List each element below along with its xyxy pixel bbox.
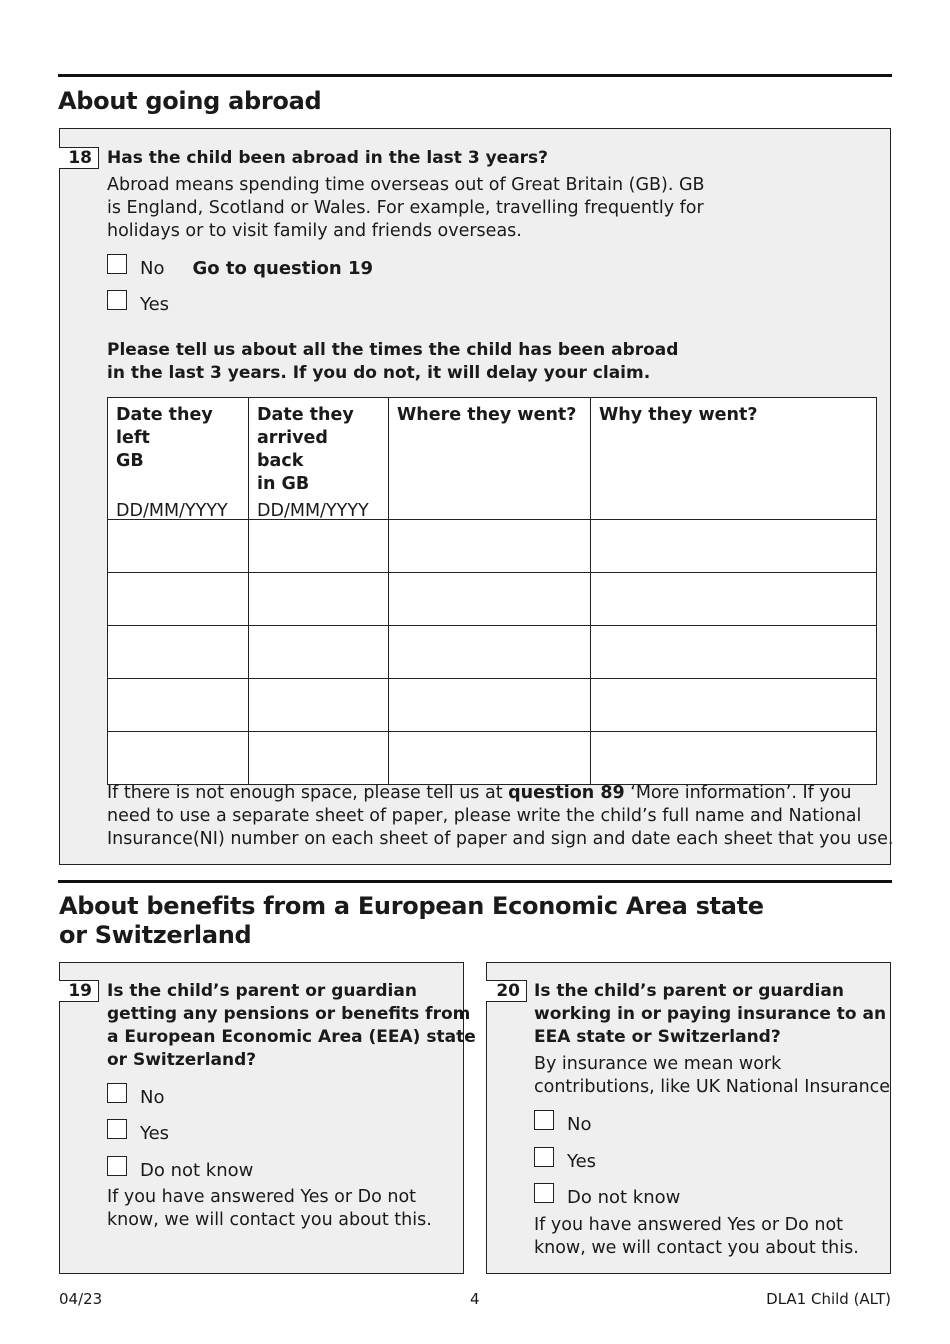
- column-header-date-left: Date they left GB DD/MM/YYYY: [108, 398, 249, 520]
- date-format-hint: DD/MM/YYYY: [116, 501, 228, 521]
- table-cell-date-back[interactable]: [249, 520, 389, 573]
- q18-yes-checkbox[interactable]: [107, 290, 127, 310]
- table-cell-where[interactable]: [389, 520, 591, 573]
- q19-no-label: No: [140, 1087, 165, 1108]
- section-rule-top: [58, 74, 892, 77]
- q19-do-not-know-checkbox[interactable]: [107, 1156, 127, 1176]
- q20-do-not-know-checkbox[interactable]: [534, 1183, 554, 1203]
- table-cell-where[interactable]: [389, 732, 591, 785]
- question-19-title-line: getting any pensions or benefits from: [107, 1004, 471, 1024]
- column-header-date-back: Date they arrived back in GB DD/MM/YYYY: [249, 398, 389, 520]
- q19-yes-checkbox[interactable]: [107, 1119, 127, 1139]
- question-18-help-line: Abroad means spending time overseas out of Great Britain (GB). GB: [107, 175, 705, 195]
- table-cell-why[interactable]: [591, 732, 877, 785]
- q19-do-not-know-label: Do not know: [140, 1160, 254, 1181]
- column-header-where: Where they went?: [389, 398, 591, 520]
- table-row: [108, 573, 877, 626]
- question-18-help-line: holidays or to visit family and friends overseas.: [107, 221, 522, 241]
- table-cell-why[interactable]: [591, 626, 877, 679]
- q20-note-line: know, we will contact you about this.: [534, 1238, 859, 1258]
- q18-no-checkbox[interactable]: [107, 254, 127, 274]
- table-cell-why[interactable]: [591, 679, 877, 732]
- question-19-title-line: Is the child’s parent or guardian: [107, 981, 417, 1001]
- q20-note-line: If you have answered Yes or Do not: [534, 1215, 844, 1235]
- question-18-title: Has the child been abroad in the last 3 years?: [107, 148, 549, 168]
- table-cell-date-back[interactable]: [249, 626, 389, 679]
- table-cell-date-left[interactable]: [108, 573, 249, 626]
- section-heading-abroad: About going abroad: [58, 87, 322, 115]
- table-row: [108, 732, 877, 785]
- question-19-title-line: a European Economic Area (EEA) state: [107, 1027, 476, 1047]
- question-18-number: 18: [59, 147, 99, 169]
- q20-option-no[interactable]: [534, 1110, 591, 1134]
- q18-instruction-line: in the last 3 years. If you do not, it will delay your claim.: [107, 363, 651, 383]
- q18-overflow-note-line: need to use a separate sheet of paper, please write the child’s full name and National: [107, 806, 862, 826]
- q20-no-checkbox[interactable]: [534, 1110, 554, 1130]
- q19-note-line: know, we will contact you about this.: [107, 1210, 432, 1230]
- table-row: [108, 679, 877, 732]
- q19-option-do-not-know[interactable]: [107, 1156, 253, 1180]
- column-header-why: Why they went?: [591, 398, 877, 520]
- table-cell-where[interactable]: [389, 679, 591, 732]
- q19-no-checkbox[interactable]: [107, 1083, 127, 1103]
- q18-option-yes[interactable]: [107, 290, 169, 314]
- table-cell-why[interactable]: [591, 573, 877, 626]
- footer-form-code: DLA1 Child (ALT): [766, 1290, 891, 1308]
- q20-do-not-know-label: Do not know: [567, 1187, 681, 1208]
- q20-yes-checkbox[interactable]: [534, 1147, 554, 1167]
- table-row: [108, 520, 877, 573]
- trips-abroad-table: [107, 397, 877, 785]
- footer-page-number: 4: [470, 1290, 480, 1308]
- table-cell-date-left[interactable]: [108, 732, 249, 785]
- table-cell-date-left[interactable]: [108, 679, 249, 732]
- table-cell-where[interactable]: [389, 573, 591, 626]
- q18-no-label: No: [140, 258, 165, 279]
- footer-date: 04/23: [59, 1290, 103, 1308]
- q20-help-line: contributions, like UK National Insurance: [534, 1077, 891, 1097]
- question-20-title-line: Is the child’s parent or guardian: [534, 981, 844, 1001]
- table-cell-date-left[interactable]: [108, 520, 249, 573]
- q20-no-label: No: [567, 1114, 592, 1135]
- question-20-title-line: working in or paying insurance to an: [534, 1004, 887, 1024]
- section-rule-eea: [58, 880, 892, 883]
- q19-option-no[interactable]: [107, 1083, 164, 1107]
- table-cell-date-back[interactable]: [249, 573, 389, 626]
- q20-option-do-not-know[interactable]: [534, 1183, 680, 1207]
- question-20-title-line: EEA state or Switzerland?: [534, 1027, 781, 1047]
- question-18-help-line: is England, Scotland or Wales. For example, travelling frequently for: [107, 198, 704, 218]
- q19-option-yes[interactable]: [107, 1119, 169, 1143]
- q18-no-goto-instruction: Go to question 19: [192, 258, 374, 279]
- q19-note-line: If you have answered Yes or Do not: [107, 1187, 417, 1207]
- question-89-reference: question 89: [508, 783, 625, 803]
- q18-yes-label: Yes: [140, 294, 170, 315]
- table-cell-date-back[interactable]: [249, 732, 389, 785]
- table-row: [108, 626, 877, 679]
- question-19-number: 19: [59, 980, 99, 1002]
- trips-table-header-row: [108, 398, 877, 520]
- q20-option-yes[interactable]: [534, 1147, 596, 1171]
- q18-overflow-note-line: Insurance(NI) number on each sheet of paper and sign and date each sheet that you use.: [107, 829, 894, 849]
- table-cell-why[interactable]: [591, 520, 877, 573]
- q20-help-line: By insurance we mean work: [534, 1054, 782, 1074]
- q20-yes-label: Yes: [567, 1151, 597, 1172]
- table-cell-date-back[interactable]: [249, 679, 389, 732]
- question-20-number: 20: [486, 980, 527, 1002]
- question-19-title-line: or Switzerland?: [107, 1050, 257, 1070]
- q18-overflow-note-line: If there is not enough space, please tell us at question 89 ‘More information’. If you: [107, 783, 852, 803]
- section-heading-eea-line: About benefits from a European Economic Area state: [59, 892, 764, 920]
- section-heading-eea-line: or Switzerland: [59, 921, 252, 949]
- q19-yes-label: Yes: [140, 1123, 170, 1144]
- q18-option-no[interactable]: [107, 254, 373, 278]
- table-cell-date-left[interactable]: [108, 626, 249, 679]
- date-format-hint: DD/MM/YYYY: [257, 501, 369, 521]
- q18-instruction-line: Please tell us about all the times the child has been abroad: [107, 340, 679, 360]
- table-cell-where[interactable]: [389, 626, 591, 679]
